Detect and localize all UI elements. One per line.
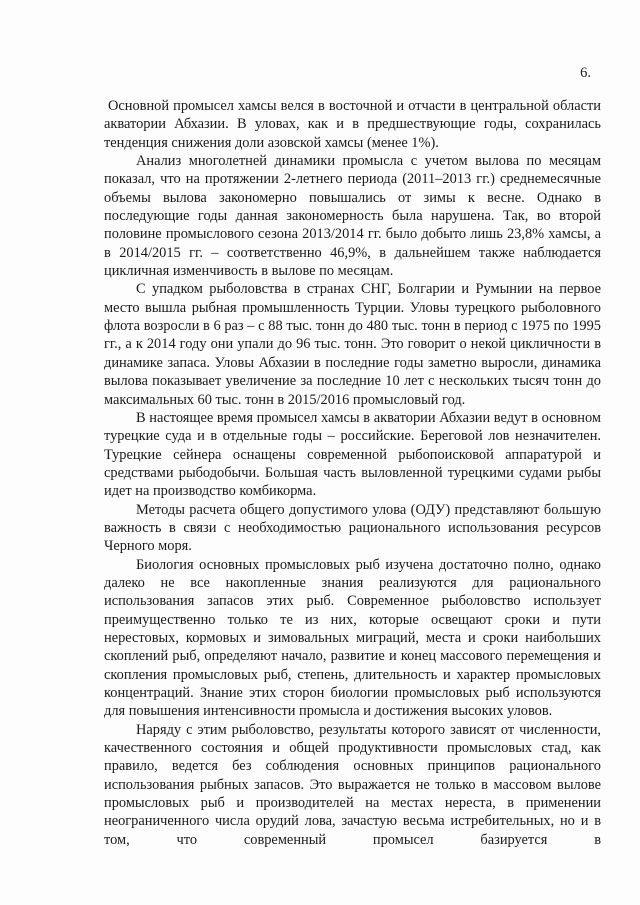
paragraph-monthly-dynamics: Анализ многолетней динамики промысла с учетом вылова по месяцам показал, что на протяжении 2-летнего периода (2011–2013 гг.) среднемесячные объемы вылова закономерно повышались от зимы к весне. Однако в последующие годы данная закономерность была нарушена. Так, во второй половине промыслового сезона 2013/2014 гг. было добыто лишь 23,8% хамсы, а в 2014/2015 гг. – соответственно 46,9%, в дальнейшем также наблюдается цикличная изменчивость в вылове по месяцам.: [104, 153, 601, 280]
page-number: 6.: [580, 65, 591, 81]
paragraph-turkey-fishing: С упадком рыболовства в странах СНГ, Болгарии и Румынии на первое место вышла рыбная промышленность Турции. Уловы турецкого рыболовного флота возросли в 6 раз – с 88 тыс. тонн до 480 тыс. тонн в период с 1975 по 1995 гг., а к 2014 году они упали до 96 тыс. тонн. Это говорит о некой цикличности в динамике запаса. Уловы Абхазии в последние годы заметно выросли, динамика вылова показывает увеличение за последние 10 лет с нескольких тысяч тонн до максимальных 60 тыс. тонн в 2015/2016 промысловый год.: [104, 281, 601, 408]
paragraph-fishing-principles: Наряду с этим рыболовство, результаты которого зависят от численности, качественного состояния и общей продуктивности промысловых стад, как правило, ведется без соблюдения основных принципов рационального использования рыбных запасов. Это выражается не только в массовом вылове промысловых рыб и производителей на местах нереста, в применении неограниченного числа орудий лова, зачастую весьма истребительных, но и в том, что современный промысел базируется в: [104, 721, 601, 848]
paragraph-hamsa-fishing-area: Основной промысел хамсы велся в восточной и отчасти в центральной области акватории Абхазии. В уловах, как и в предшествующие годы, сохранилась тенденция снижения доли азовской хамсы (менее 1%).: [104, 98, 601, 151]
paragraph-current-fishing: В настоящее время промысел хамсы в акватории Абхазии ведут в основном турецкие суда и в отдельные годы – российские. Береговой лов незначителен. Турецкие сейнера оснащены современной рыбопоисковой аппаратурой и средствами рыбодобычи. Большая часть выловленной турецкими судами рыбы идет на производство комбикорма.: [104, 409, 601, 500]
paragraph-tac-methods: Методы расчета общего допустимого улова (ОДУ) представляют большую важность в связи с необходимостью рационального использования ресурсов Черного моря.: [104, 501, 601, 555]
document-body: [104, 97, 601, 849]
paragraph-fish-biology: Биология основных промысловых рыб изучена достаточно полно, однако далеко не все накопленные знания реализуются для рационального использования запасов этих рыб. Современное рыболовство использует преимущественно только те из них, которые освещают сроки и пути нерестовых, кормовых и зимовальных миграций, места и сроки наибольших скоплений рыб, определяют начало, развитие и конец массового перемещения и скопления промысловых рыб, степень, длительность и характер промысловых концентраций. Знание этих сторон биологии промысловых рыб используются для повышения интенсивности промысла и достижения высоких уловов.: [104, 556, 601, 720]
